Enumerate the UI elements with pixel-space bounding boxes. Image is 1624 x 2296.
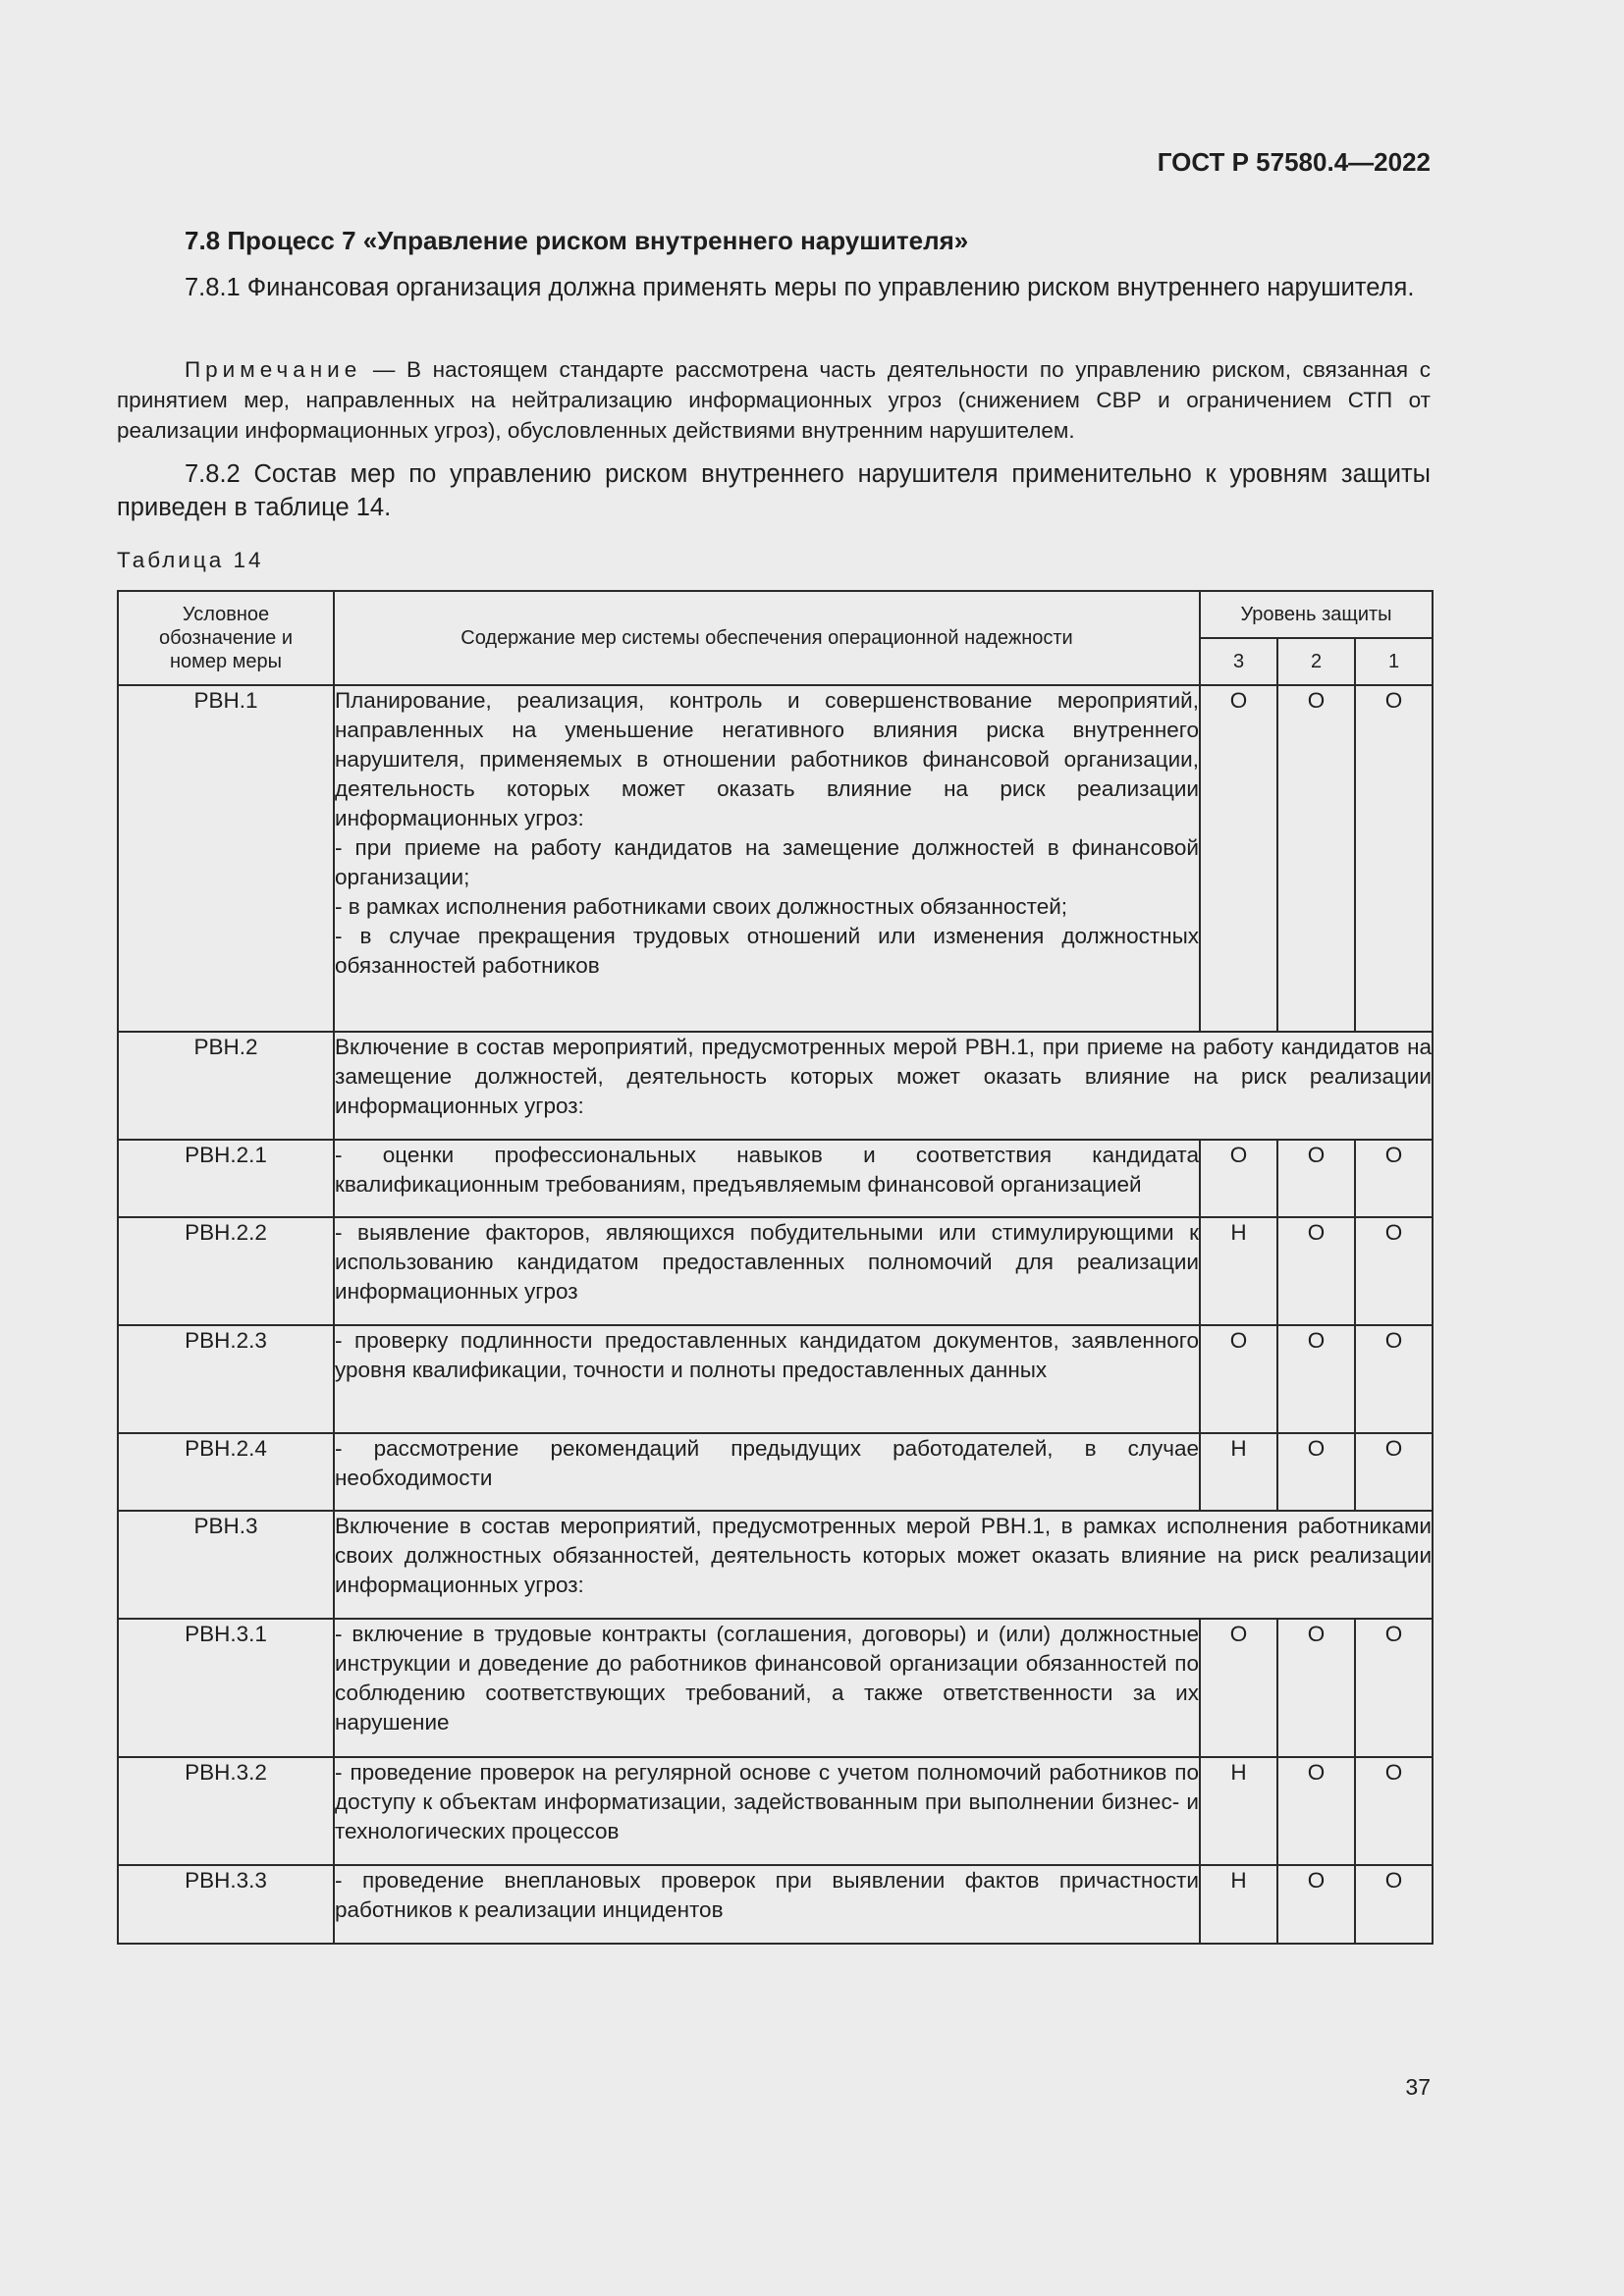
protection-level-1: О: [1355, 1865, 1433, 1944]
protection-level-1: О: [1355, 1325, 1433, 1433]
protection-level-3: О: [1200, 1619, 1277, 1757]
measure-code: РВН.2.2: [118, 1217, 334, 1325]
measures-table: [117, 590, 1434, 1945]
table-row: [118, 1217, 1433, 1325]
protection-level-2: О: [1277, 685, 1355, 1032]
note-text: — В настоящем стандарте рассмотрена часть деятельности по управлению риском, связанная с принятием мер, направленных на нейтрализацию информационных угроз (снижением СВР и ограничением СТП от реализации информационных угроз), обусловленных действиями внутренним нарушителем.: [117, 357, 1431, 443]
measure-code: РВН.2.1: [118, 1140, 334, 1217]
table-body: [118, 685, 1433, 1944]
header-level-3: 3: [1200, 638, 1277, 685]
standard-code: ГОСТ Р 57580.4—2022: [1157, 147, 1431, 177]
table-row: [118, 1757, 1433, 1865]
paragraph-7-8-1: 7.8.1 Финансовая организация должна применять меры по управлению риском внутреннего нарушителя.: [185, 274, 1415, 301]
header-content: Содержание мер системы обеспечения операционной надежности: [334, 591, 1200, 685]
protection-level-1: О: [1355, 1619, 1433, 1757]
measure-code: РВН.2: [118, 1032, 334, 1140]
table-row: [118, 1433, 1433, 1511]
protection-level-2: О: [1277, 1140, 1355, 1217]
section-title: 7.8 Процесс 7 «Управление риском внутреннего нарушителя»: [185, 226, 969, 255]
protection-level-3: Н: [1200, 1757, 1277, 1865]
protection-level-2: О: [1277, 1757, 1355, 1865]
measure-content: - рассмотрение рекомендаций предыдущих работодателей, в случае необходимости: [334, 1433, 1200, 1511]
protection-level-3: О: [1200, 1325, 1277, 1433]
note-label: Примечание: [185, 357, 362, 382]
measure-content: - проверку подлинности предоставленных кандидатом документов, заявленного уровня квалификации, точности и полноты предоставленных данных: [334, 1325, 1200, 1433]
measure-code: РВН.2.3: [118, 1325, 334, 1433]
measure-content: - включение в трудовые контракты (соглашения, договоры) и (или) должностные инструкции и доведение до работников финансовой организации обязанностей по соблюдению соответствующих требований, а также ответственности за их нарушение: [334, 1619, 1200, 1757]
header-levels: Уровень защиты: [1200, 591, 1433, 638]
protection-level-1: О: [1355, 685, 1433, 1032]
protection-level-3: О: [1200, 685, 1277, 1032]
table-row: [118, 685, 1433, 1032]
measure-content: Планирование, реализация, контроль и совершенствование мероприятий, направленных на уменьшение негативного влияния риска внутреннего нарушителя, применяемых в отношении работников финансовой организации, деятельность которых может оказать влияние на риск реализации информационных угроз: - при приеме на работу кандидатов на замещение должностей в финансовой организации; - в рамках исполнения работниками своих должностных обязанностей; - в случае прекращения трудовых отношений или изменения должностных обязанностей работников: [334, 685, 1200, 1032]
table-row: [118, 1325, 1433, 1433]
measure-content: - проведение проверок на регулярной основе с учетом полномочий работников по доступу к объектам информатизации, задействованным при выполнении бизнес- и технологических процессов: [334, 1757, 1200, 1865]
measure-content: Включение в состав мероприятий, предусмотренных мерой РВН.1, в рамках исполнения работниками своих должностных обязанностей, деятельность которых может оказать влияние на риск реализации информационных угроз:: [334, 1511, 1433, 1619]
table-row: [118, 1511, 1433, 1619]
header-code: Условное обозначение и номер меры: [118, 591, 334, 685]
protection-level-1: О: [1355, 1217, 1433, 1325]
measure-code: РВН.2.4: [118, 1433, 334, 1511]
protection-level-3: Н: [1200, 1433, 1277, 1511]
protection-level-2: О: [1277, 1325, 1355, 1433]
table-row: [118, 1032, 1433, 1140]
protection-level-3: Н: [1200, 1865, 1277, 1944]
table-row: [118, 1865, 1433, 1944]
measure-code: РВН.3.3: [118, 1865, 334, 1944]
protection-level-1: О: [1355, 1757, 1433, 1865]
measure-code: РВН.3.1: [118, 1619, 334, 1757]
protection-level-2: О: [1277, 1217, 1355, 1325]
protection-level-3: Н: [1200, 1217, 1277, 1325]
table-row: [118, 1140, 1433, 1217]
page-number: 37: [1405, 2074, 1431, 2100]
measure-content: Включение в состав мероприятий, предусмотренных мерой РВН.1, при приеме на работу кандидатов на замещение должностей, деятельность которых может оказать влияние на риск реализации информационных угроз:: [334, 1032, 1433, 1140]
protection-level-2: О: [1277, 1865, 1355, 1944]
table-row: [118, 1619, 1433, 1757]
paragraph-7-8-2: 7.8.2 Состав мер по управлению риском внутреннего нарушителя применительно к уровням защиты приведен в таблице 14.: [117, 460, 1431, 521]
measure-content: - проведение внеплановых проверок при выявлении фактов причастности работников к реализации инцидентов: [334, 1865, 1200, 1944]
protection-level-2: О: [1277, 1433, 1355, 1511]
measure-content: - оценки профессиональных навыков и соответствия кандидата квалификационным требованиям, предъявляемым финансовой организацией: [334, 1140, 1200, 1217]
measure-code: РВН.3: [118, 1511, 334, 1619]
measure-content: - выявление факторов, являющихся побудительными или стимулирующими к использованию кандидатом предоставленных полномочий для реализации информационных угроз: [334, 1217, 1200, 1325]
header-level-2: 2: [1277, 638, 1355, 685]
protection-level-2: О: [1277, 1619, 1355, 1757]
measure-code: РВН.1: [118, 685, 334, 1032]
header-level-1: 1: [1355, 638, 1433, 685]
note: [117, 354, 1431, 446]
protection-level-1: О: [1355, 1140, 1433, 1217]
protection-level-1: О: [1355, 1433, 1433, 1511]
table-label: Таблица 14: [117, 548, 264, 572]
measure-code: РВН.3.2: [118, 1757, 334, 1865]
protection-level-3: О: [1200, 1140, 1277, 1217]
